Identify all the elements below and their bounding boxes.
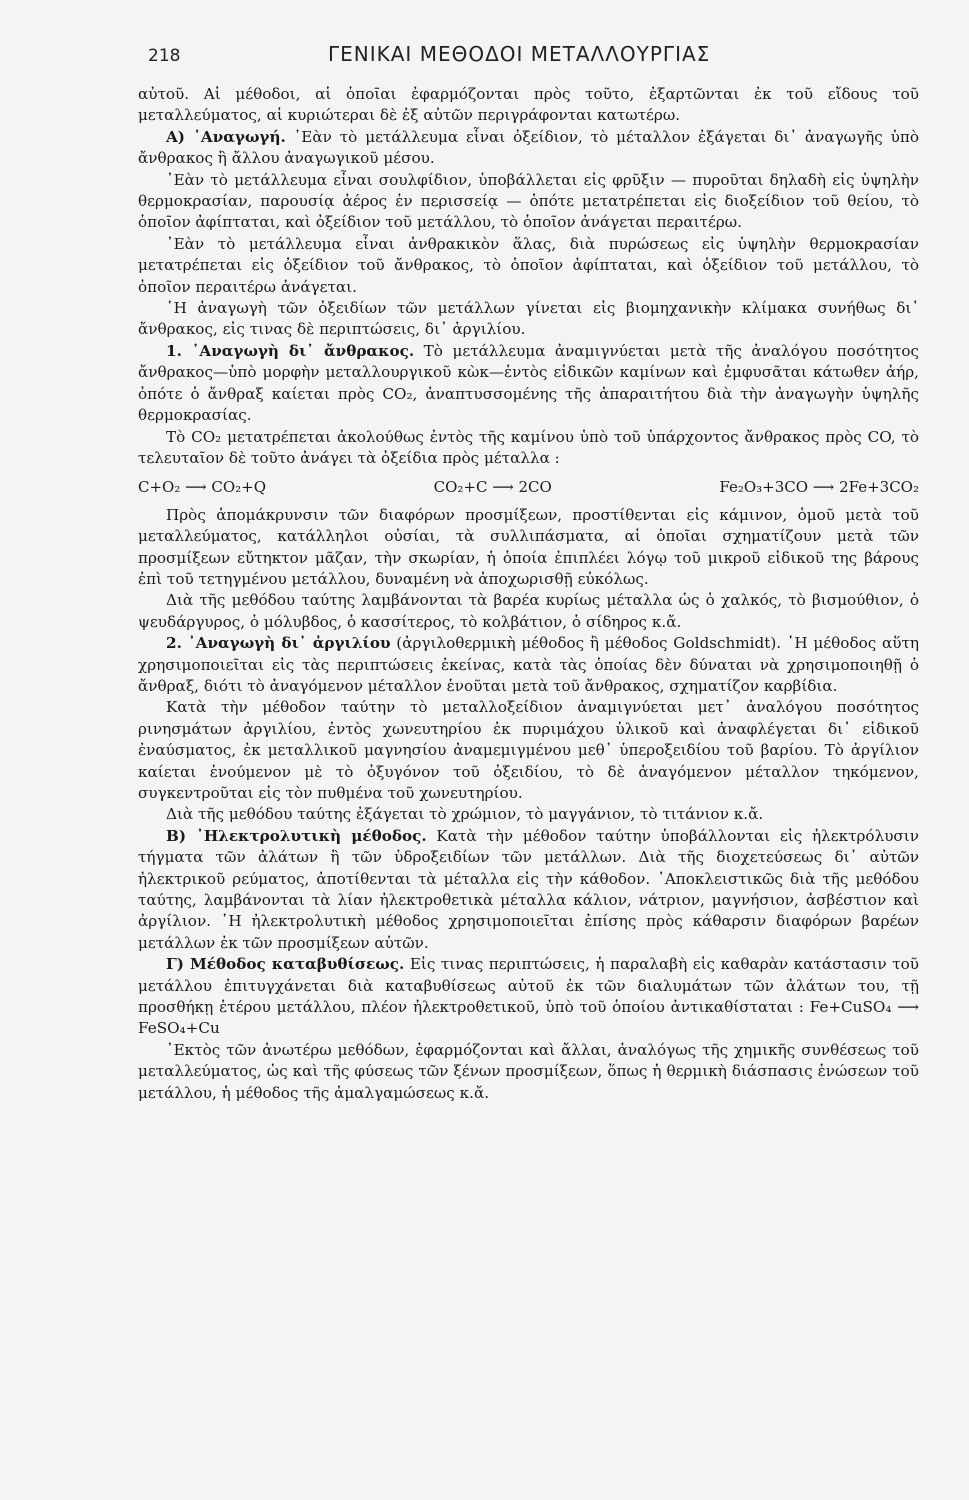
paragraph: Τὸ CO₂ μετατρέπεται ἀκολούθως ἐντὸς τῆς καμίνου ὑπὸ τοῦ ὑπάρχοντος ἄνθρακος πρὸς CO, τὸ τελευταῖον δὲ τοῦτο ἀνάγει τὰ ὀξείδια πρὸς μέταλλα : — [138, 427, 919, 467]
paragraph: ᾿Εκτὸς τῶν ἀνωτέρω μεθόδων, ἐφαρμόζονται καὶ ἄλλαι, ἀναλόγως τῆς χημικῆς συνθέσεως τοῦ μεταλλεύματος, ὡς καὶ τῆς φύσεως τῶν ξένων προσμίξεων, ὅπως ἡ θερμικὴ διάσπασις ἑνώσεων τοῦ μετάλλου, ἡ μέθοδος τῆς ἀμαλγαμώσεως κ.ἄ. — [138, 1040, 919, 1102]
paragraph: Γ) Μέθοδος καταβυθίσεως. Εἰς τινας περιπτώσεις, ἡ παραλαβὴ εἰς καθαρὰν κατάστασιν τοῦ μετάλλου ἐπιτυγχάνεται διὰ καταβυθίσεως αὐτοῦ ἐκ τῶν διαλυμάτων τῶν ἀλάτων του, τῇ προσθήκῃ ἑτέρου μετάλλου, πλέον ἠλεκτροθετικοῦ, ὑπὸ τοῦ ὁποίου ἀντικαθίσταται : Fe+CuSO₄ ⟶ FeSO₄+Cu — [138, 955, 919, 1038]
page-header — [138, 40, 919, 80]
paragraph: Πρὸς ἀπομάκρυνσιν τῶν διαφόρων προσμίξεων, προστίθενται εἰς κάμινον, ὁμοῦ μετὰ τοῦ μεταλλεύματος, κατάλληλοι οὐσίαι, τὰ συλλιπάσματα, αἱ ὁποῖαι σχηματίζουν μετὰ τῶν προσμίξεων εὔτηκτον μᾶζαν, τὴν σκωρίαν, ἡ ὁποία ἐπιπλέει λόγῳ τοῦ μικροῦ εἰδικοῦ της βάρους ἐπὶ τοῦ τετηγμένου μετάλλου, δυναμένη νὰ ἀποχωρισθῇ εὐκόλως. — [138, 505, 919, 588]
section-heading: Α) ᾿Αναγωγή. — [166, 127, 286, 146]
paragraph: Διὰ τῆς μεθόδου ταύτης ἐξάγεται τὸ χρώμιον, τὸ μαγγάνιον, τὸ τιτάνιον κ.ἄ. — [166, 805, 764, 824]
paragraph: Α) ᾿Αναγωγή. ᾿Εὰν τὸ μετάλλευμα εἶναι ὀξείδιον, τὸ μέταλλον ἐξάγεται δι᾿ ἀναγωγῆς ὑπὸ ἄνθρακος ἢ ἄλλου ἀναγωγικοῦ μέσου. — [138, 127, 920, 168]
paragraph: ῾Η ἀναγωγὴ τῶν ὀξειδίων τῶν μετάλλων γίνεται εἰς βιομηχανικὴν κλίμακα συνήθως δι᾿ ἄνθρακος, εἰς τινας δὲ περιπτώσεις, δι᾿ ἀργιλίου. — [138, 299, 919, 339]
paragraph: 1. ᾿Αναγωγὴ δι᾿ ἄνθρακος. Τὸ μετάλλευμα ἀναμιγνύεται μετὰ τῆς ἀναλόγου ποσότητος ἄνθρακος—ὑπὸ μορφὴν μεταλλουργικοῦ κὼκ—ἐντὸς εἰδικῶν καμίνων καὶ ἐμφυσᾶται κάτωθεν ἀήρ, ὁπότε ὁ ἄνθραξ καίεται πρὸς CO₂, ἀναπτυσσομένης τῆς ἀπαραιτήτου διὰ τὴν ἀναγωγὴν ὑψηλῆς θερμοκρασίας. — [138, 341, 919, 425]
paragraph: ᾿Εὰν τὸ μετάλλευμα εἶναι σουλφίδιον, ὑποβάλλεται εἰς φρῦξιν — πυροῦται δηλαδὴ εἰς ὑψηλὴν θερμοκρασίαν, παρουσίᾳ ἀέρος ἐν περισσείᾳ — ὁπότε μετατρέπεται εἰς διοξείδιον τοῦ θείου, τὸ ὁποῖον ἀφίπταται, καὶ ὀξείδιον τοῦ μετάλλου, τὸ ὁποῖον ἀνάγεται περαιτέρω. — [138, 170, 919, 232]
page-number: 218 — [148, 46, 181, 66]
section-heading: 1. ᾿Αναγωγὴ δι᾿ ἄνθρακος. — [166, 341, 415, 360]
paragraph: Β) ᾿Ηλεκτρολυτικὴ μέθοδος. Κατὰ τὴν μέθοδον ταύτην ὑποβάλλονται εἰς ἠλεκτρόλυσιν τήγματα τῶν ἀλάτων ἢ τῶν ὑδροξειδίων τῶν μετάλλων. Διὰ τῆς διοχετεύσεως δι᾿ αὐτῶν ἠλεκτρικοῦ ρεύματος, ἀποτίθενται τὰ μέταλλα εἰς τὴν κάθοδον. ᾿Αποκλειστικῶς διὰ τῆς μεθόδου ταύτης, λαμβάνονται τὰ λίαν ἠλεκτροθετικὰ μέταλλα κάλιον, νάτριον, μαγνήσιον, ἀσβέστιον καὶ ἀργίλιον. ῾Η ἠλεκτρολυτικὴ μέθοδος χρησιμοποιεῖται ἐπίσης πρὸς κάθαρσιν διαφόρων βαρέων μετάλλων ἐκ τῶν προσμίξεων αὐτῶν. — [138, 826, 919, 952]
section-heading: Γ) Μέθοδος καταβυθίσεως. — [166, 955, 405, 974]
paragraph: ᾿Εὰν τὸ μετάλλευμα εἶναι ἀνθρακικὸν ἅλας, διὰ πυρώσεως εἰς ὑψηλὴν θερμοκρασίαν μετατρέπεται εἰς ὀξείδιον τοῦ ἄνθρακος, τὸ ὁποῖον ἀφίπταται, καὶ ὀξείδιον τοῦ μετάλλου, τὸ ὁποῖον περαιτέρω ἀνάγεται. — [138, 234, 919, 296]
paragraph: Κατὰ τὴν μέθοδον ταύτην τὸ μεταλλοξείδιον ἀναμιγνύεται μετ᾿ ἀναλόγου ποσότητος ρινησμάτων ἀργιλίου, ἐντὸς χωνευτηρίου ἐκ πυριμάχου ὑλικοῦ καὶ ἀναφλέγεται δι᾿ εἰδικοῦ ἐναύσματος, ἐκ μεταλλικοῦ μαγνησίου ἀναμεμιγμένου μεθ᾿ ὑπεροξειδίου τοῦ βαρίου. Τὸ ἀργίλιον καίεται ἑνούμενον μὲ τὸ ὀξυγόνον τοῦ ὀξειδίου, τὸ δὲ ἀναγόμενον μέταλλον τηκόμενον, συγκεντροῦται εἰς τὸν πυθμένα τοῦ χωνευτηρίου. — [138, 698, 919, 802]
equation: CO₂+C ⟶ 2CO — [433, 478, 552, 497]
paragraph: Διὰ τῆς μεθόδου ταύτης λαμβάνονται τὰ βαρέα κυρίως μέταλλα ὡς ὁ χαλκός, τὸ βισμούθιον, ὁ ψευδάργυρος, ὁ μόλυβδος, ὁ κασσίτερος, τὸ κολβάτιον, ὁ σίδηρος κ.ἄ. — [138, 591, 919, 631]
running-title: ΓΕΝΙΚΑΙ ΜΕΘΟΔΟΙ ΜΕΤΑΛΛΟΥΡΓΙΑΣ — [328, 42, 711, 66]
equation: Fe₂O₃+3CO ⟶ 2Fe+3CO₂ — [719, 478, 919, 497]
equations-row — [138, 477, 919, 498]
section-heading: Β) ᾿Ηλεκτρολυτικὴ μέθοδος. — [166, 826, 427, 845]
section-heading: 2. ᾿Αναγωγὴ δι᾿ ἀργιλίου — [166, 634, 391, 653]
paragraph: αὐτοῦ. Αἱ μέθοδοι, αἱ ὁποῖαι ἐφαρμόζονται πρὸς τοῦτο, ἐξαρτῶνται ἐκ τοῦ εἴδους τοῦ μεταλλεύματος, αἱ κυριώτεραι δὲ ἐξ αὐτῶν περιγράφονται κατωτέρω. — [138, 85, 919, 125]
equation: C+O₂ ⟶ CO₂+Q — [138, 478, 267, 497]
body-text — [138, 84, 919, 1104]
paragraph: 2. ᾿Αναγωγὴ δι᾿ ἀργιλίου (ἀργιλοθερμικὴ μέθοδος ἢ μέθοδος Goldschmidt). ῾Η μέθοδος αὕτη χρησιμοποιεῖται εἰς τὰς περιπτώσεις ἐκείνας, κατὰ τὰς ὁποίας δὲν δύναται νὰ χρησιμοποιηθῇ ὁ ἄνθραξ, διότι τὸ ἀναγόμενον μέταλλον ἑνοῦται μετὰ τοῦ ἄνθρακος, σχηματίζον καρβίδια. — [138, 634, 919, 695]
